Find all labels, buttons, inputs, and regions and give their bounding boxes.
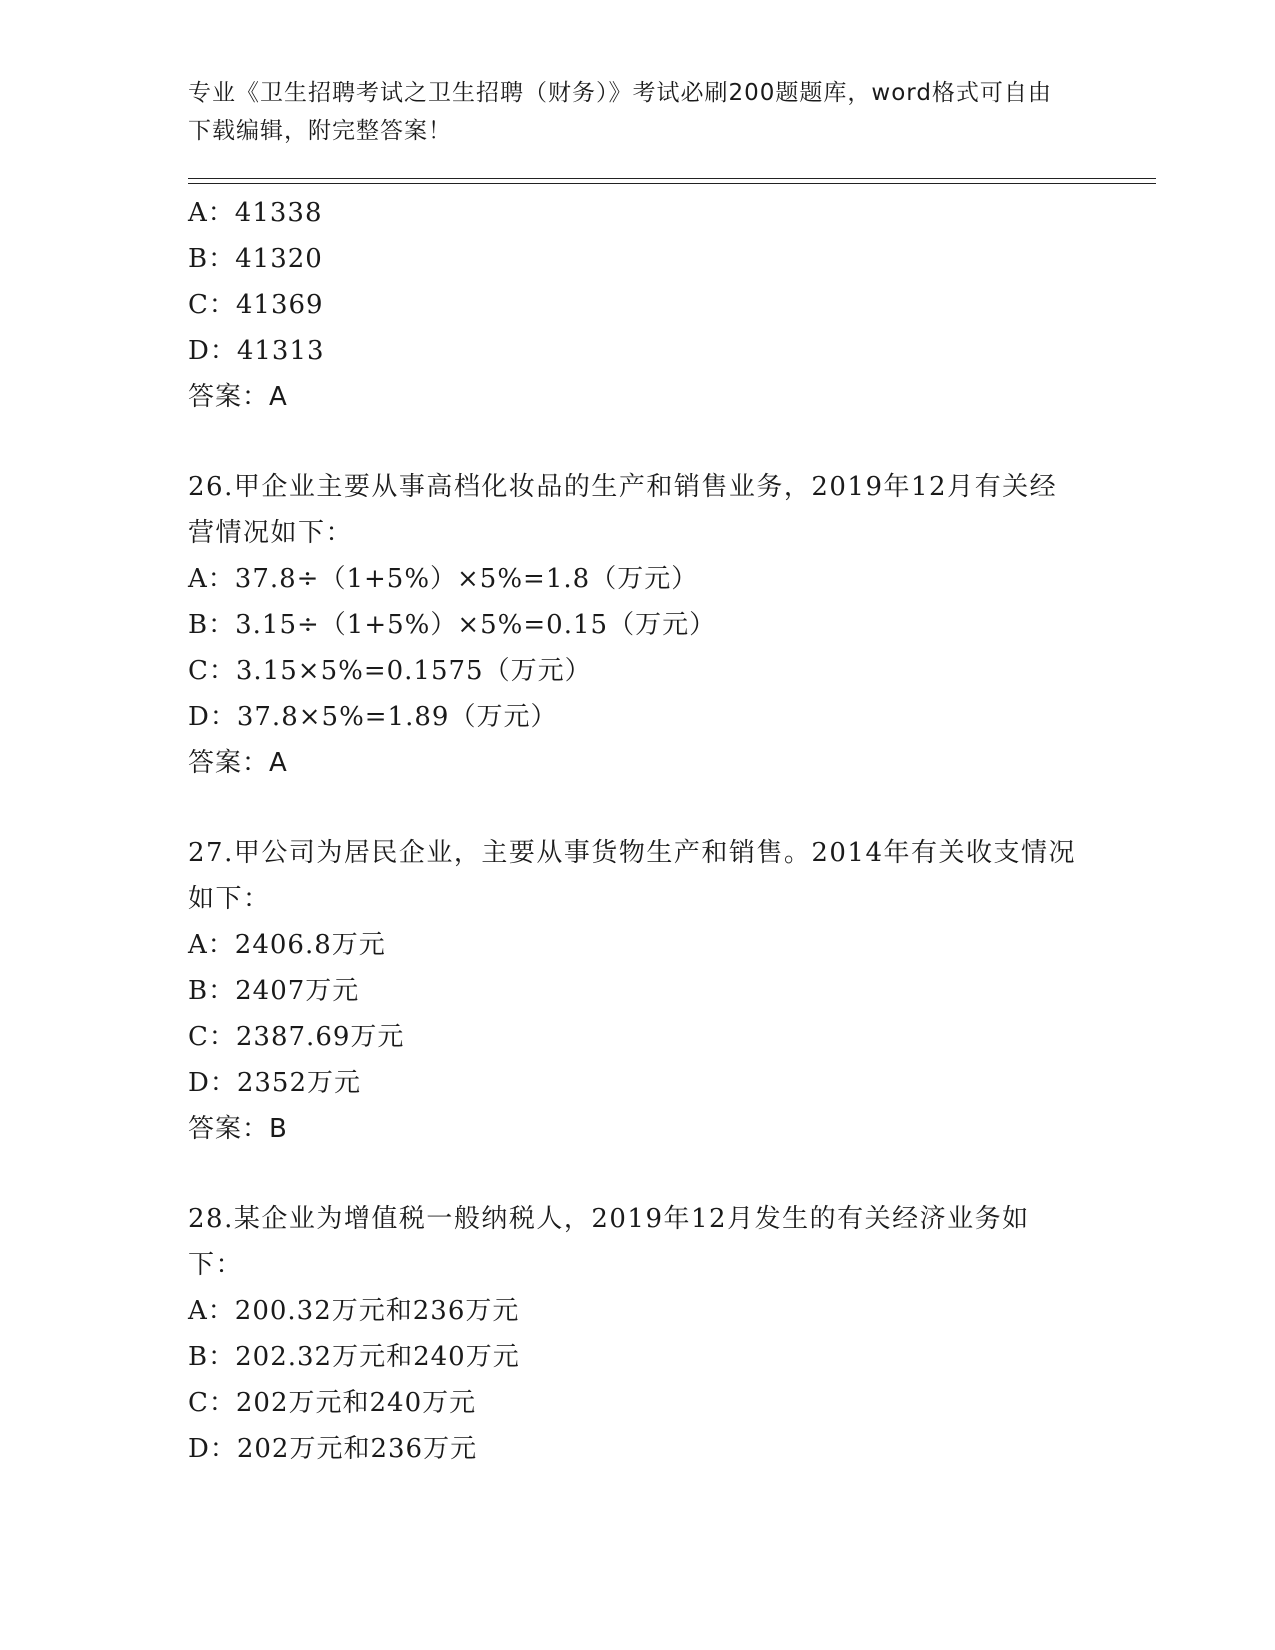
question-list — [188, 190, 1088, 1472]
option-c: C：41369 — [188, 290, 324, 320]
option-c: C：202万元和240万元 — [188, 1388, 477, 1418]
option-a: A：200.32万元和236万元 — [188, 1296, 520, 1326]
question-block — [188, 190, 1088, 420]
option-d: D：202万元和236万元 — [188, 1434, 478, 1464]
option-d: D：41313 — [188, 336, 325, 366]
answer-line: 答案：A — [188, 748, 288, 778]
question-stem: 27.甲公司为居民企业，主要从事货物生产和销售。2014年有关收支情况如下： — [188, 838, 1077, 914]
option-b: B：2407万元 — [188, 976, 360, 1006]
option-d: D：37.8×5%=1.89（万元） — [188, 702, 558, 732]
answer-line: 答案：A — [188, 382, 288, 412]
option-a: A：2406.8万元 — [188, 930, 386, 960]
option-a: A：41338 — [188, 198, 323, 228]
document-header: 专业《卫生招聘考试之卫生招聘（财务）》考试必刷200题题库，word格式可自由下载编辑，附完整答案！ — [188, 80, 1052, 144]
question-block — [188, 464, 1088, 786]
option-c: C：3.15×5%=0.1575（万元） — [188, 656, 592, 686]
option-c: C：2387.69万元 — [188, 1022, 405, 1052]
answer-line: 答案：B — [188, 1114, 288, 1144]
option-b: B：202.32万元和240万元 — [188, 1342, 520, 1372]
question-stem: 26.甲企业主要从事高档化妆品的生产和销售业务，2019年12月有关经营情况如下： — [188, 472, 1058, 548]
option-b: B：3.15÷（1+5%）×5%=0.15（万元） — [188, 610, 717, 640]
option-a: A：37.8÷（1+5%）×5%=1.8（万元） — [188, 564, 699, 594]
option-b: B：41320 — [188, 244, 323, 274]
question-block — [188, 830, 1088, 1152]
header-rule-bottom — [188, 183, 1156, 184]
header-rule-top — [188, 178, 1156, 179]
question-block — [188, 1196, 1088, 1472]
option-d: D：2352万元 — [188, 1068, 362, 1098]
question-stem: 28.某企业为增值税一般纳税人，2019年12月发生的有关经济业务如下： — [188, 1204, 1030, 1280]
